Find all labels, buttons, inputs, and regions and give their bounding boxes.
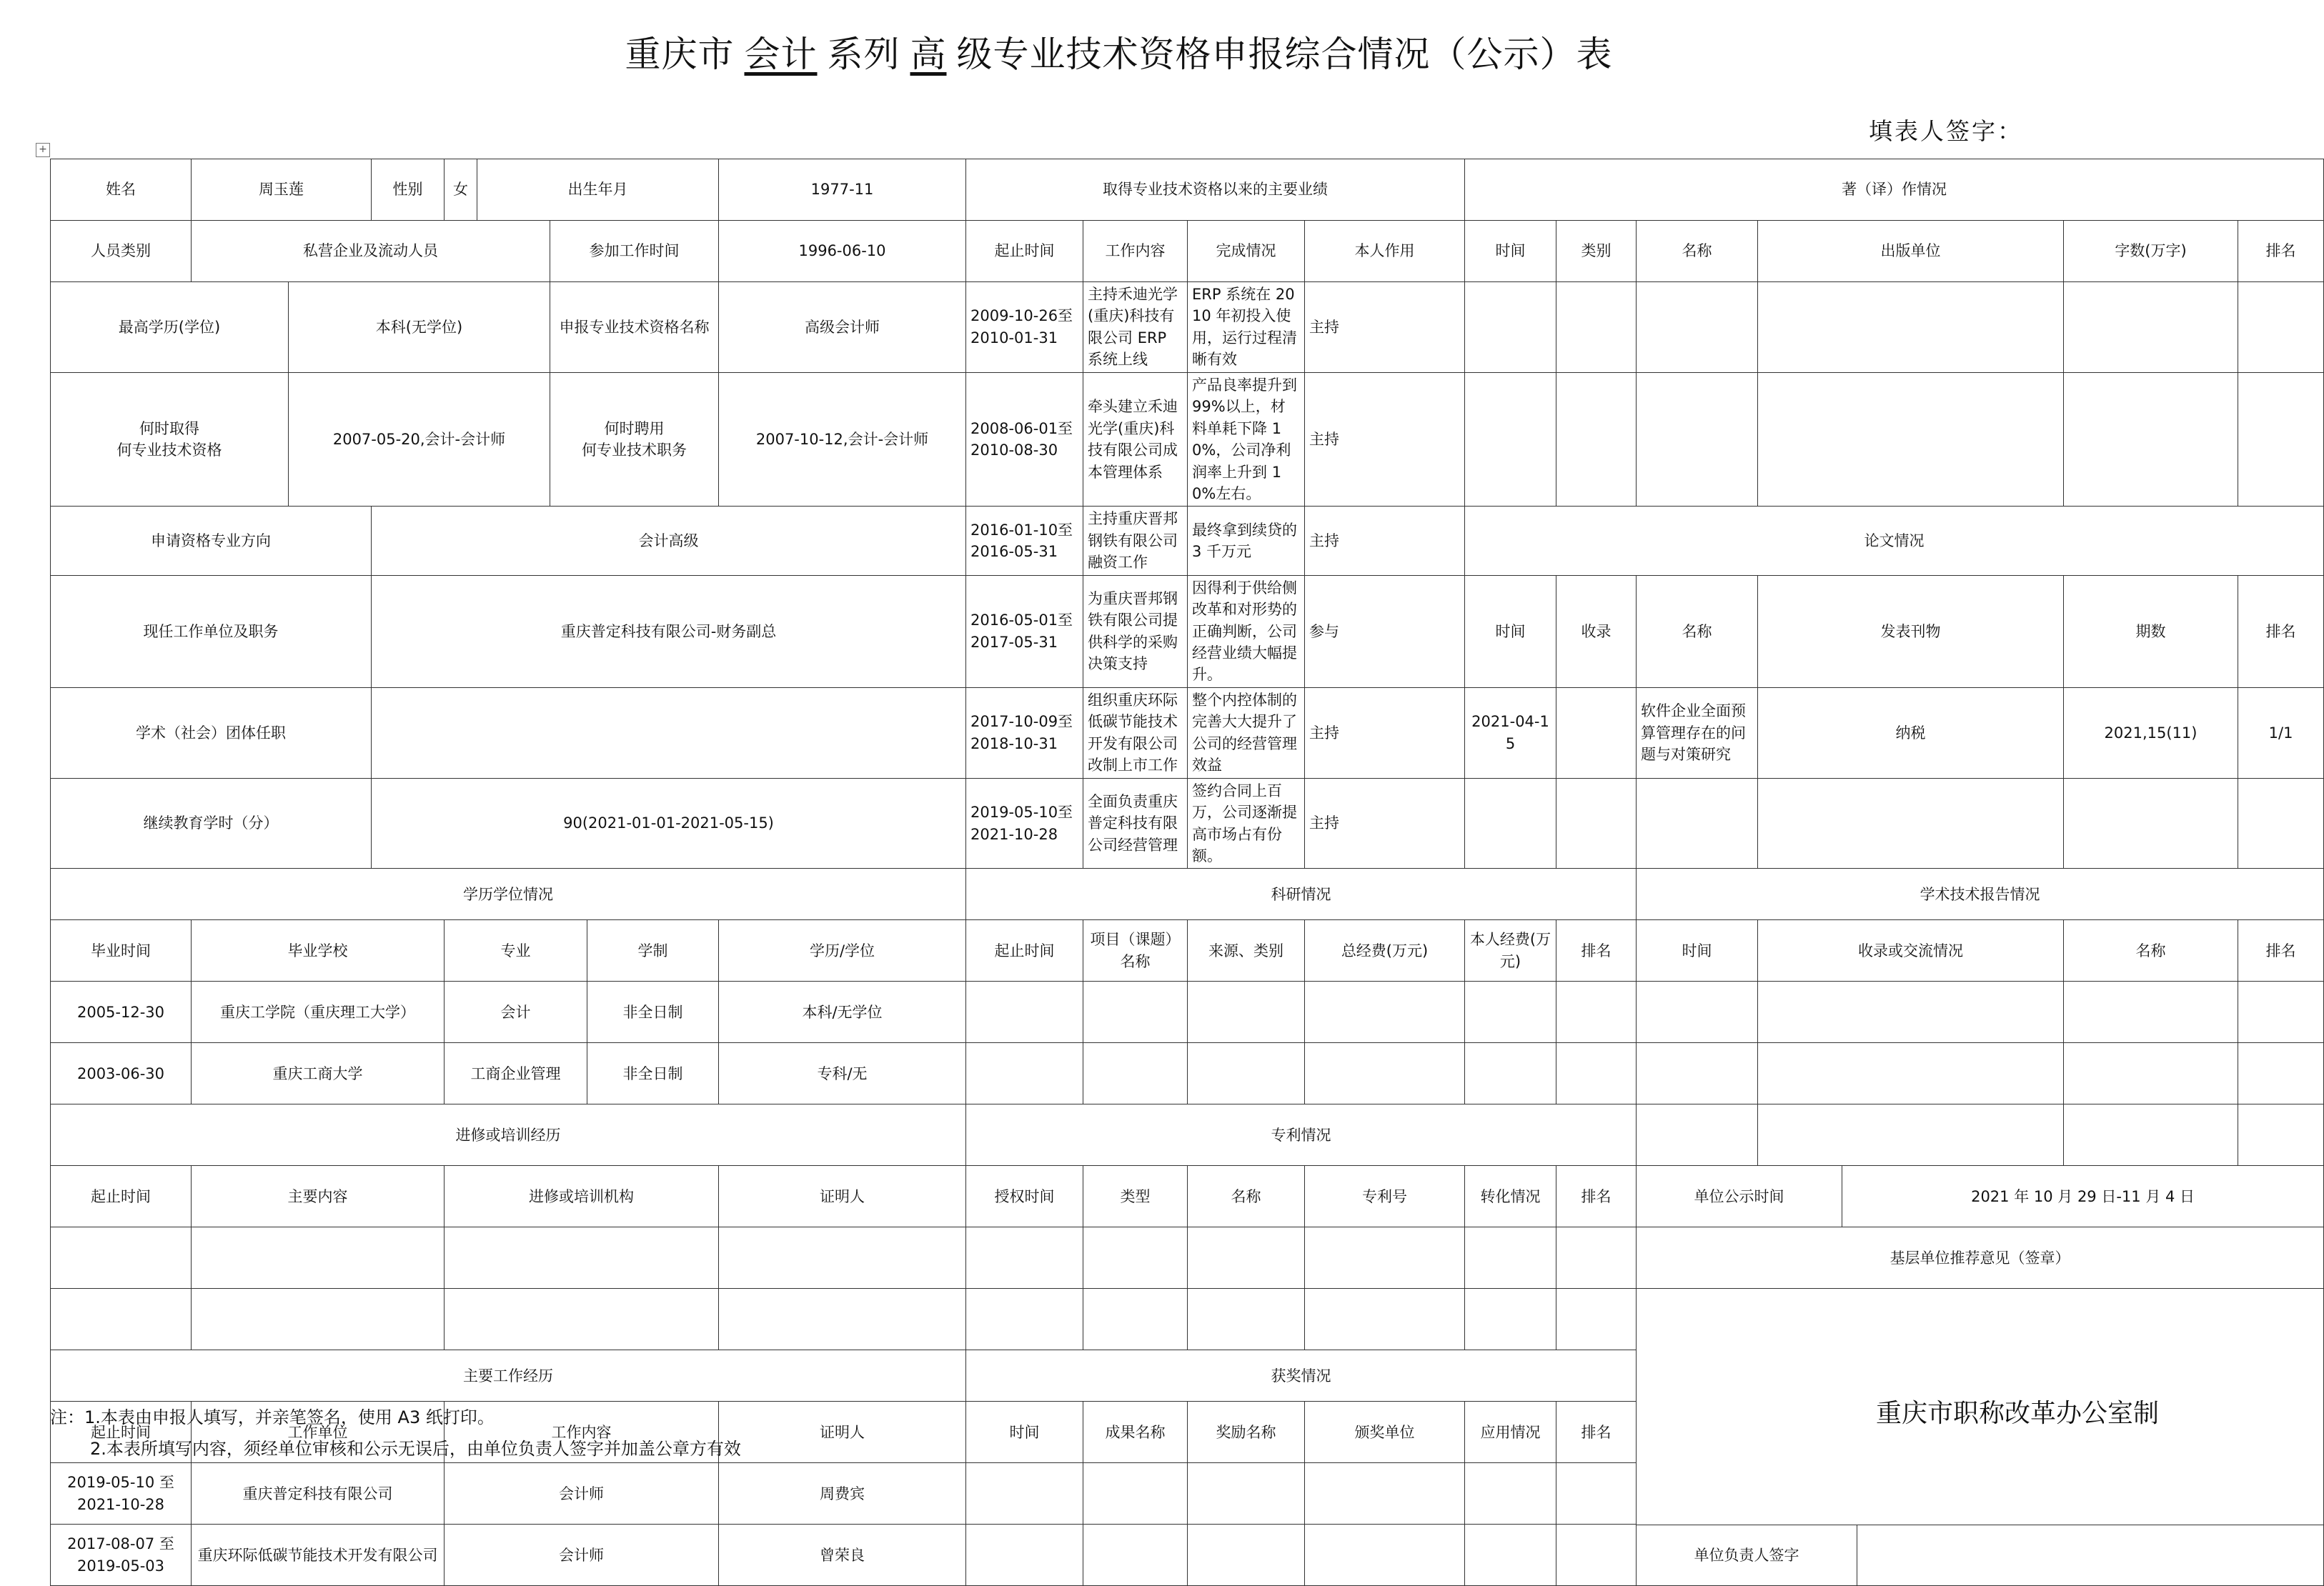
name-label: 姓名 bbox=[51, 159, 192, 221]
empty-cell bbox=[1305, 982, 1465, 1043]
paper-cell: 1/1 bbox=[2238, 687, 2324, 778]
training-header: 主要内容 bbox=[192, 1166, 445, 1227]
empty-cell bbox=[1556, 1525, 1637, 1586]
empty-cell bbox=[2064, 372, 2238, 507]
patents-title: 专利情况 bbox=[966, 1104, 1637, 1166]
empty-cell bbox=[1758, 778, 2064, 869]
empty-cell bbox=[2238, 982, 2324, 1043]
note-2: 2.本表所填写内容，须经单位审核和公示无误后，由单位负责人签字并加盖公章方有效 bbox=[90, 1439, 741, 1459]
papers-header: 期数 bbox=[2064, 575, 2238, 687]
empty-cell bbox=[966, 1289, 1083, 1350]
training-title: 进修或培训经历 bbox=[51, 1104, 966, 1166]
work-cell: 会计师 bbox=[445, 1463, 719, 1525]
patents-header: 专利号 bbox=[1305, 1166, 1465, 1227]
patents-header: 类型 bbox=[1083, 1166, 1188, 1227]
cont-edu-value: 90(2021-01-01-2021-05-15) bbox=[372, 778, 966, 869]
table-row bbox=[51, 778, 2324, 869]
note-1: 注：1.本表由申报人填写，并亲笔签名，使用 A3 纸打印。 bbox=[50, 1407, 495, 1427]
ach-cell: 2019-05-10至 2021-10-28 bbox=[966, 778, 1083, 869]
signer-label: 填表人签字： bbox=[1869, 117, 2023, 145]
empty-cell bbox=[445, 1289, 719, 1350]
ach-header: 完成情况 bbox=[1188, 221, 1305, 282]
empty-cell bbox=[1758, 372, 2064, 507]
empty-cell bbox=[719, 1289, 966, 1350]
empty-cell bbox=[2238, 1104, 2324, 1166]
awards-header: 时间 bbox=[966, 1402, 1083, 1463]
empty-cell bbox=[1465, 1289, 1556, 1350]
ach-cell: 2016-01-10至 2016-05-31 bbox=[966, 507, 1083, 575]
edu-cell: 2003-06-30 bbox=[51, 1043, 192, 1104]
page-title bbox=[0, 26, 2238, 77]
hire-label: 何时聘用 何专业技术职务 bbox=[550, 372, 719, 507]
empty-cell bbox=[1465, 778, 1556, 869]
empty-cell bbox=[1465, 1525, 1556, 1586]
edu-header: 毕业时间 bbox=[51, 920, 192, 982]
obtain-label: 何时取得 何专业技术资格 bbox=[51, 372, 289, 507]
empty-cell bbox=[1083, 1043, 1188, 1104]
papers-header: 时间 bbox=[1465, 575, 1556, 687]
awards-header: 排名 bbox=[1556, 1402, 1637, 1463]
empty-cell bbox=[1305, 1525, 1465, 1586]
empty-cell bbox=[1556, 1227, 1637, 1289]
table-row bbox=[51, 575, 2324, 687]
empty-cell bbox=[2064, 778, 2238, 869]
table-row bbox=[51, 1043, 2324, 1104]
edu-cell: 重庆工学院（重庆理工大学） bbox=[192, 982, 445, 1043]
hire-value: 2007-10-12,会计-会计师 bbox=[719, 372, 966, 507]
ach-cell: 因得利于供给侧改革和对形势的正确判断，公司经营业绩大幅提升。 bbox=[1188, 575, 1305, 687]
patents-header: 排名 bbox=[1556, 1166, 1637, 1227]
empty-cell bbox=[1758, 1104, 2064, 1166]
empty-cell bbox=[1637, 1043, 1758, 1104]
empty-cell bbox=[51, 1289, 192, 1350]
empty-cell bbox=[1556, 372, 1637, 507]
society-label: 学术（社会）团体任职 bbox=[51, 687, 372, 778]
research-header: 总经费(万元) bbox=[1305, 920, 1465, 982]
ach-cell: 2017-10-09至 2018-10-31 bbox=[966, 687, 1083, 778]
empty-cell bbox=[2064, 282, 2238, 373]
empty-cell bbox=[1188, 1289, 1305, 1350]
empty-cell bbox=[1188, 1525, 1305, 1586]
reports-header: 排名 bbox=[2238, 920, 2324, 982]
empty-cell bbox=[51, 1227, 192, 1289]
ach-cell: 牵头建立禾迪光学(重庆)科技有限公司成本管理体系 bbox=[1083, 372, 1188, 507]
edu-value: 本科(无学位) bbox=[289, 282, 550, 373]
table-row bbox=[51, 869, 2324, 920]
patents-header: 转化情况 bbox=[1465, 1166, 1556, 1227]
edu-label: 最高学历(学位) bbox=[51, 282, 289, 373]
unit-label: 现任工作单位及职务 bbox=[51, 575, 372, 687]
empty-cell bbox=[1465, 282, 1556, 373]
papers-header: 发表刊物 bbox=[1758, 575, 2064, 687]
works-title: 著（译）作情况 bbox=[1465, 159, 2324, 221]
empty-cell bbox=[1758, 1043, 2064, 1104]
papers-header: 收录 bbox=[1556, 575, 1637, 687]
empty-cell bbox=[2064, 1043, 2238, 1104]
direction-value: 会计高级 bbox=[372, 507, 966, 575]
ach-header: 本人作用 bbox=[1305, 221, 1465, 282]
empty-cell bbox=[2064, 982, 2238, 1043]
empty-cell bbox=[1083, 982, 1188, 1043]
papers-title: 论文情况 bbox=[1465, 507, 2324, 575]
ach-cell: 2016-05-01至 2017-05-31 bbox=[966, 575, 1083, 687]
training-header: 证明人 bbox=[719, 1166, 966, 1227]
works-header: 时间 bbox=[1465, 221, 1556, 282]
ach-cell: 整个内控体制的完善大大提升了公司的经营管理效益 bbox=[1188, 687, 1305, 778]
obtain-value: 2007-05-20,会计-会计师 bbox=[289, 372, 550, 507]
empty-cell bbox=[1465, 1463, 1556, 1525]
ach-cell: 为重庆晋邦钢铁有限公司提供科学的采购决策支持 bbox=[1083, 575, 1188, 687]
reports-header: 时间 bbox=[1637, 920, 1758, 982]
table-row bbox=[51, 687, 2324, 778]
birth-value: 1977-11 bbox=[719, 159, 966, 221]
training-header: 起止时间 bbox=[51, 1166, 192, 1227]
works-header: 名称 bbox=[1637, 221, 1758, 282]
research-header: 排名 bbox=[1556, 920, 1637, 982]
cont-edu-label: 继续教育学时（分） bbox=[51, 778, 372, 869]
paper-cell bbox=[1556, 687, 1637, 778]
paper-cell: 2021-04-15 bbox=[1465, 687, 1556, 778]
edu-header: 专业 bbox=[445, 920, 587, 982]
ach-cell: 主持 bbox=[1305, 507, 1465, 575]
edu-header: 学历/学位 bbox=[719, 920, 966, 982]
work-header: 起止时间 bbox=[51, 1402, 192, 1463]
work-header: 工作单位 bbox=[192, 1402, 445, 1463]
edu-cell: 非全日制 bbox=[587, 982, 719, 1043]
title-prefix: 重庆市 bbox=[625, 34, 735, 75]
empty-cell bbox=[1556, 1289, 1637, 1350]
table-row bbox=[51, 282, 2324, 373]
empty-cell bbox=[1556, 982, 1637, 1043]
paper-cell: 纳税 bbox=[1758, 687, 2064, 778]
ach-cell: 2008-06-01至 2010-08-30 bbox=[966, 372, 1083, 507]
empty-cell bbox=[966, 1525, 1083, 1586]
education-title: 学历学位情况 bbox=[51, 869, 966, 920]
application-table bbox=[50, 159, 2324, 1586]
papers-header: 名称 bbox=[1637, 575, 1758, 687]
workstart-label: 参加工作时间 bbox=[550, 221, 719, 282]
head-sign-field[interactable] bbox=[1857, 1525, 2323, 1585]
research-header: 起止时间 bbox=[966, 920, 1083, 982]
apply-label: 申报专业技术资格名称 bbox=[550, 282, 719, 373]
empty-cell bbox=[1556, 1043, 1637, 1104]
empty-cell bbox=[1758, 282, 2064, 373]
empty-cell bbox=[2238, 778, 2324, 869]
title-series: 会计 bbox=[744, 34, 818, 75]
table-row bbox=[51, 1227, 2324, 1289]
empty-cell bbox=[1305, 1043, 1465, 1104]
empty-cell bbox=[1637, 982, 1758, 1043]
empty-cell bbox=[1188, 1043, 1305, 1104]
table-row bbox=[51, 159, 2324, 221]
empty-cell bbox=[1637, 778, 1758, 869]
awards-header: 颁奖单位 bbox=[1305, 1402, 1465, 1463]
title-mid: 系列 bbox=[827, 34, 900, 75]
patents-header: 名称 bbox=[1188, 1166, 1305, 1227]
table-row bbox=[51, 1104, 2324, 1166]
work-cell: 曾荣良 bbox=[719, 1525, 966, 1586]
work-history-title: 主要工作经历 bbox=[51, 1350, 966, 1402]
ach-cell: 主持 bbox=[1305, 282, 1465, 373]
empty-cell bbox=[1305, 1289, 1465, 1350]
reports-header: 收录或交流情况 bbox=[1758, 920, 2064, 982]
category-label: 人员类别 bbox=[51, 221, 192, 282]
reports-header: 名称 bbox=[2064, 920, 2238, 982]
ach-cell: 主持 bbox=[1305, 372, 1465, 507]
awards-header: 成果名称 bbox=[1083, 1402, 1188, 1463]
ach-cell: 主持 bbox=[1305, 687, 1465, 778]
research-header: 项目（课题）名称 bbox=[1083, 920, 1188, 982]
empty-cell bbox=[1465, 1227, 1556, 1289]
table-row bbox=[51, 982, 2324, 1043]
empty-cell bbox=[1083, 1525, 1188, 1586]
empty-cell bbox=[1465, 372, 1556, 507]
table-row bbox=[51, 1166, 2324, 1227]
ach-cell: 主持 bbox=[1305, 778, 1465, 869]
achievements-title: 取得专业技术资格以来的主要业绩 bbox=[966, 159, 1465, 221]
edu-cell: 2005-12-30 bbox=[51, 982, 192, 1043]
table-row bbox=[51, 507, 2324, 575]
ach-cell: 主持重庆晋邦钢铁有限公司融资工作 bbox=[1083, 507, 1188, 575]
empty-cell bbox=[445, 1227, 719, 1289]
research-title: 科研情况 bbox=[966, 869, 1637, 920]
paper-cell: 软件企业全面预算管理存在的问题与对策研究 bbox=[1637, 687, 1758, 778]
recommend-area[interactable] bbox=[1637, 1289, 2324, 1586]
edu-cell: 会计 bbox=[445, 982, 587, 1043]
empty-cell bbox=[1556, 282, 1637, 373]
ach-cell: 组织重庆环际低碳节能技术开发有限公司改制上市工作 bbox=[1083, 687, 1188, 778]
empty-cell bbox=[1465, 982, 1556, 1043]
table-row bbox=[51, 372, 2324, 507]
unit-value: 重庆普定科技有限公司-财务副总 bbox=[372, 575, 966, 687]
empty-cell bbox=[192, 1289, 445, 1350]
empty-cell bbox=[1305, 1463, 1465, 1525]
empty-cell bbox=[192, 1227, 445, 1289]
ach-cell: 全面负责重庆普定科技有限公司经营管理 bbox=[1083, 778, 1188, 869]
empty-cell bbox=[1556, 778, 1637, 869]
issuer-label: 重庆市职称改革办公室制 bbox=[1875, 1399, 2159, 1428]
works-header: 排名 bbox=[2238, 221, 2324, 282]
reports-title: 学术技术报告情况 bbox=[1637, 869, 2324, 920]
works-header: 类别 bbox=[1556, 221, 1637, 282]
ach-cell: 2009-10-26至 2010-01-31 bbox=[966, 282, 1083, 373]
edu-cell: 非全日制 bbox=[587, 1043, 719, 1104]
empty-cell bbox=[1083, 1227, 1188, 1289]
paper-cell: 2021,15(11) bbox=[2064, 687, 2238, 778]
table-row bbox=[51, 920, 2324, 982]
head-sign-row bbox=[1637, 1525, 2323, 1585]
publicity-value: 2021 年 10 月 29 日-11 月 4 日 bbox=[1842, 1166, 2324, 1227]
publicity-label: 单位公示时间 bbox=[1637, 1166, 1842, 1227]
empty-cell bbox=[2064, 1104, 2238, 1166]
papers-header: 排名 bbox=[2238, 575, 2324, 687]
edu-header: 毕业学校 bbox=[192, 920, 445, 982]
ach-cell: 签约合同上百万，公司逐渐提高市场占有份额。 bbox=[1188, 778, 1305, 869]
work-cell: 会计师 bbox=[445, 1525, 719, 1586]
work-cell: 重庆普定科技有限公司 bbox=[192, 1463, 445, 1525]
research-header: 本人经费(万元) bbox=[1465, 920, 1556, 982]
workstart-value: 1996-06-10 bbox=[719, 221, 966, 282]
empty-cell bbox=[2238, 1043, 2324, 1104]
name-value: 周玉莲 bbox=[192, 159, 372, 221]
recommend-label: 基层单位推荐意见（签章） bbox=[1637, 1227, 2324, 1289]
edu-cell: 工商企业管理 bbox=[445, 1043, 587, 1104]
empty-cell bbox=[966, 1227, 1083, 1289]
edu-cell: 重庆工商大学 bbox=[192, 1043, 445, 1104]
research-header: 来源、类别 bbox=[1188, 920, 1305, 982]
empty-cell bbox=[1188, 1227, 1305, 1289]
empty-cell bbox=[1188, 982, 1305, 1043]
table-row bbox=[51, 221, 2324, 282]
empty-cell bbox=[1188, 1463, 1305, 1525]
ach-header: 工作内容 bbox=[1083, 221, 1188, 282]
birth-label: 出生年月 bbox=[477, 159, 719, 221]
empty-cell bbox=[966, 1463, 1083, 1525]
title-suffix: 级专业技术资格申报综合情况（公示）表 bbox=[956, 34, 1613, 75]
empty-cell bbox=[1758, 982, 2064, 1043]
empty-cell bbox=[1637, 282, 1758, 373]
awards-header: 应用情况 bbox=[1465, 1402, 1556, 1463]
work-cell: 2019-05-10 至 2021-10-28 bbox=[51, 1463, 192, 1525]
awards-title: 获奖情况 bbox=[966, 1350, 1637, 1402]
empty-cell bbox=[1637, 372, 1758, 507]
empty-cell bbox=[1305, 1227, 1465, 1289]
works-header: 字数(万字) bbox=[2064, 221, 2238, 282]
category-value: 私营企业及流动人员 bbox=[192, 221, 550, 282]
ach-header: 起止时间 bbox=[966, 221, 1083, 282]
footnotes bbox=[50, 1402, 741, 1465]
empty-cell bbox=[2238, 372, 2324, 507]
empty-cell bbox=[1083, 1463, 1188, 1525]
work-header: 证明人 bbox=[719, 1402, 966, 1463]
apply-value: 高级会计师 bbox=[719, 282, 966, 373]
gender-label: 性别 bbox=[372, 159, 445, 221]
empty-cell bbox=[966, 1043, 1083, 1104]
empty-cell bbox=[2238, 282, 2324, 373]
work-cell: 重庆环际低碳节能技术开发有限公司 bbox=[192, 1525, 445, 1586]
table-move-handle-icon[interactable]: + bbox=[36, 143, 50, 157]
training-header: 进修或培训机构 bbox=[445, 1166, 719, 1227]
empty-cell bbox=[966, 982, 1083, 1043]
empty-cell bbox=[1083, 1289, 1188, 1350]
ach-cell: 最终拿到续贷的 3 千万元 bbox=[1188, 507, 1305, 575]
empty-cell bbox=[1637, 1104, 1758, 1166]
work-header: 工作内容 bbox=[445, 1402, 719, 1463]
empty-cell bbox=[1556, 1463, 1637, 1525]
awards-header: 奖励名称 bbox=[1188, 1402, 1305, 1463]
title-level: 高 bbox=[910, 34, 947, 75]
edu-cell: 本科/无学位 bbox=[719, 982, 966, 1043]
table-row bbox=[51, 1289, 2324, 1350]
ach-cell: ERP 系统在 2010 年初投入使用，运行过程清晰有效 bbox=[1188, 282, 1305, 373]
direction-label: 申请资格专业方向 bbox=[51, 507, 372, 575]
empty-cell bbox=[719, 1227, 966, 1289]
ach-cell: 参与 bbox=[1305, 575, 1465, 687]
society-value bbox=[372, 687, 966, 778]
edu-header: 学制 bbox=[587, 920, 719, 982]
head-sign-label: 单位负责人签字 bbox=[1637, 1525, 1857, 1585]
empty-cell bbox=[1465, 1043, 1556, 1104]
work-cell: 2017-08-07 至 2019-05-03 bbox=[51, 1525, 192, 1586]
ach-cell: 主持禾迪光学(重庆)科技有限公司 ERP 系统上线 bbox=[1083, 282, 1188, 373]
works-header: 出版单位 bbox=[1758, 221, 2064, 282]
work-cell: 周费宾 bbox=[719, 1463, 966, 1525]
edu-cell: 专科/无 bbox=[719, 1043, 966, 1104]
patents-header: 授权时间 bbox=[966, 1166, 1083, 1227]
gender-value: 女 bbox=[445, 159, 477, 221]
ach-cell: 产品良率提升到 99%以上，材料单耗下降 10%，公司净利润率上升到 10%左右。 bbox=[1188, 372, 1305, 507]
